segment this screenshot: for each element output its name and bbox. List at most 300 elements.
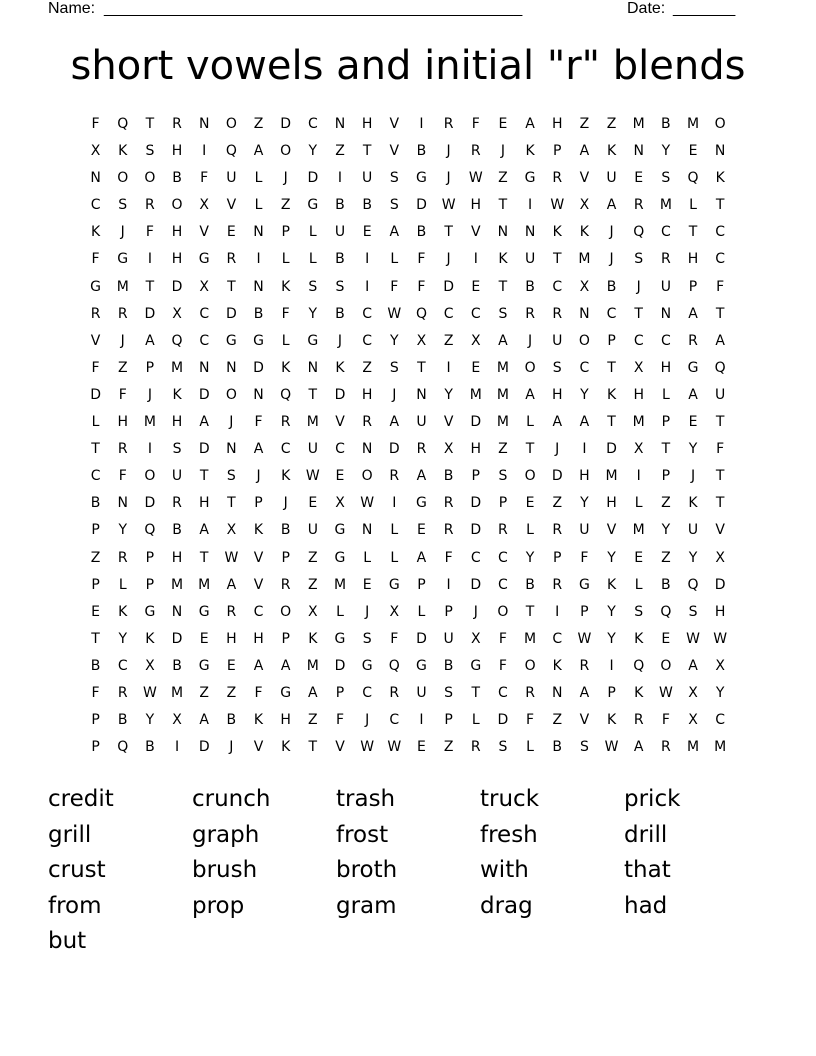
word-list-item: drill: [624, 821, 668, 848]
grid-letter: A: [715, 332, 725, 349]
grid-letter: X: [633, 359, 644, 376]
grid-letter: I: [147, 441, 152, 458]
grid-row: [82, 358, 734, 385]
grid-letter: M: [632, 522, 645, 539]
grid-letter: X: [172, 305, 182, 322]
grid-letter: G: [198, 251, 210, 268]
grid-letter: S: [498, 305, 508, 322]
grid-letter: C: [579, 359, 590, 376]
grid-letter: X: [199, 197, 209, 214]
grid-letter: O: [578, 332, 590, 349]
grid-letter: R: [145, 197, 155, 214]
grid-letter: L: [254, 170, 263, 187]
grid-letter: S: [634, 251, 644, 268]
grid-letter: K: [118, 143, 128, 160]
grid-letter: E: [471, 359, 481, 376]
grid-letter: T: [688, 224, 698, 241]
grid-letter: N: [117, 495, 128, 512]
grid-letter: P: [498, 495, 508, 512]
grid-letter: E: [498, 116, 508, 132]
grid-letter: C: [498, 549, 508, 566]
grid-letter: A: [688, 386, 698, 403]
grid-letter: P: [145, 549, 155, 566]
grid-letter: J: [690, 468, 696, 485]
grid-letter: S: [661, 170, 671, 187]
grid-letter: R: [226, 603, 237, 620]
grid-letter: R: [443, 522, 454, 539]
date-field-line: _______: [673, 0, 736, 17]
grid-letter: G: [470, 657, 482, 674]
grid-letter: B: [606, 278, 617, 295]
grid-letter: D: [280, 116, 292, 132]
grid-letter: Y: [525, 549, 535, 566]
grid-letter: T: [634, 305, 643, 322]
grid-letter: Y: [118, 522, 128, 539]
grid-letter: T: [199, 549, 209, 566]
grid-letter: J: [500, 143, 505, 160]
grid-letter: M: [143, 414, 156, 431]
grid-letter: V: [443, 414, 454, 431]
grid-letter: X: [688, 684, 698, 701]
grid-letter: Z: [308, 576, 318, 593]
grid-letter: I: [392, 495, 397, 512]
grid-letter: N: [198, 359, 210, 376]
grid-letter: H: [579, 468, 590, 485]
word-list-item: from: [48, 892, 102, 919]
grid-letter: B: [416, 143, 427, 160]
grid-letter: K: [498, 251, 508, 268]
grid-letter: R: [117, 549, 128, 566]
grid-letter: T: [362, 143, 372, 160]
grid-letter: P: [661, 414, 671, 431]
grid-letter: S: [389, 359, 399, 376]
grid-letter: Q: [687, 170, 699, 187]
grid-letter: R: [416, 441, 427, 458]
grid-letter: M: [496, 414, 509, 431]
grid-letter: K: [145, 630, 155, 647]
grid-letter: G: [334, 630, 346, 647]
header: [48, 0, 748, 20]
grid-letter: J: [283, 495, 288, 512]
grid-letter: W: [360, 495, 375, 512]
grid-letter: R: [633, 712, 644, 729]
grid-letter: C: [552, 278, 563, 295]
grid-letter: H: [660, 359, 672, 376]
grid-letter: A: [525, 116, 535, 132]
grid-letter: Q: [171, 332, 183, 349]
grid-letter: B: [416, 224, 427, 241]
grid-letter: W: [224, 549, 239, 566]
grid-letter: J: [392, 386, 397, 403]
grid-row: [82, 277, 734, 304]
grid-letter: Y: [715, 684, 725, 701]
grid-letter: F: [390, 278, 399, 295]
grid-letter: H: [714, 603, 726, 620]
grid-letter: W: [577, 630, 592, 647]
grid-letter: K: [525, 143, 535, 160]
grid-letter: M: [632, 414, 645, 431]
grid-letter: S: [145, 143, 155, 160]
grid-letter: K: [552, 657, 562, 674]
grid-letter: T: [498, 197, 508, 214]
grid-letter: I: [446, 359, 451, 376]
grid-letter: N: [171, 603, 183, 620]
grid-letter: D: [253, 359, 264, 376]
grid-letter: T: [471, 684, 481, 701]
grid-letter: V: [253, 576, 264, 593]
grid-letter: A: [253, 657, 264, 674]
grid-letter: L: [526, 522, 534, 539]
name-label: Name:: [48, 0, 96, 17]
grid-letter: N: [361, 522, 373, 539]
grid-letter: D: [144, 495, 156, 512]
grid-row: [82, 520, 734, 547]
grid-letter: T: [91, 441, 100, 458]
grid-letter: B: [90, 495, 101, 512]
grid-letter: K: [606, 143, 617, 160]
grid-letter: A: [525, 386, 535, 403]
grid-letter: U: [715, 386, 726, 403]
word-list-item: gram: [336, 892, 397, 919]
grid-letter: S: [444, 684, 454, 701]
grid-letter: Q: [117, 739, 129, 756]
grid-letter: F: [254, 684, 263, 701]
grid-letter: F: [417, 278, 426, 295]
grid-letter: U: [443, 630, 454, 647]
grid-letter: T: [715, 197, 725, 214]
grid-letter: V: [226, 197, 237, 214]
grid-letter: U: [307, 522, 318, 539]
grid-letter: O: [144, 468, 156, 485]
grid-letter: F: [716, 441, 725, 458]
grid-letter: K: [253, 522, 264, 539]
grid-letter: D: [470, 576, 482, 593]
grid-letter: X: [226, 522, 237, 539]
grid-letter: Z: [443, 332, 454, 349]
grid-letter: S: [335, 278, 345, 295]
grid-letter: C: [362, 305, 373, 322]
grid-letter: O: [524, 359, 536, 376]
grid-letter: P: [281, 549, 290, 566]
grid-letter: H: [171, 549, 183, 566]
grid-letter: S: [362, 630, 372, 647]
grid-letter: K: [253, 712, 264, 729]
grid-letter: R: [470, 739, 481, 756]
grid-letter: W: [441, 197, 456, 214]
grid-letter: O: [280, 603, 292, 620]
grid-letter: V: [389, 116, 400, 132]
grid-letter: R: [498, 522, 508, 539]
grid-letter: N: [524, 224, 536, 241]
grid-letter: A: [280, 657, 291, 674]
grid-letter: T: [715, 495, 725, 512]
page-title: short vowels and initial "r" blends: [70, 43, 746, 89]
grid-letter: F: [580, 549, 589, 566]
grid-letter: D: [171, 278, 183, 295]
grid-letter: O: [225, 116, 237, 132]
grid-letter: A: [416, 468, 427, 485]
grid-letter: S: [118, 197, 128, 214]
grid-letter: T: [227, 495, 236, 512]
grid-letter: Y: [308, 305, 318, 322]
grid-letter: K: [281, 739, 291, 756]
grid-letter: K: [634, 684, 644, 701]
grid-letter: L: [308, 251, 317, 268]
grid-letter: Z: [498, 170, 508, 187]
grid-letter: K: [606, 576, 617, 593]
grid-letter: O: [171, 197, 183, 214]
grid-letter: L: [634, 576, 643, 593]
word-list-item: prick: [624, 786, 681, 812]
grid-letter: X: [715, 657, 725, 674]
grid-letter: R: [660, 739, 671, 756]
grid-letter: L: [661, 386, 670, 403]
grid-letter: N: [334, 116, 346, 132]
grid-letter: U: [606, 170, 617, 187]
word-list-item: grill: [48, 821, 92, 848]
grid-letter: D: [470, 495, 482, 512]
grid-letter: T: [661, 441, 671, 458]
grid-letter: G: [198, 657, 210, 674]
grid-letter: R: [443, 116, 454, 132]
grid-letter: E: [362, 224, 372, 241]
grid-letter: T: [715, 468, 725, 485]
grid-letter: L: [417, 603, 426, 620]
grid-letter: B: [443, 657, 454, 674]
word-list-item: broth: [336, 857, 398, 883]
grid-letter: T: [308, 739, 318, 756]
grid-letter: N: [90, 170, 101, 187]
grid-letter: F: [471, 116, 480, 132]
grid-letter: H: [470, 197, 482, 214]
grid-letter: J: [446, 170, 451, 187]
grid-letter: G: [307, 197, 319, 214]
grid-letter: Z: [362, 359, 372, 376]
grid-letter: M: [333, 576, 347, 593]
grid-letter: P: [91, 739, 100, 756]
grid-letter: C: [715, 224, 726, 241]
name-field-line: _______________________________________________: [104, 0, 523, 17]
grid-letter: K: [172, 386, 182, 403]
grid-letter: T: [715, 414, 725, 431]
grid-letter: W: [713, 630, 728, 647]
grid-letter: X: [145, 657, 155, 674]
grid-letter: N: [198, 116, 210, 132]
grid-letter: I: [337, 170, 343, 187]
grid-letter: Y: [607, 630, 616, 647]
grid-letter: R: [633, 197, 644, 214]
grid-letter: M: [659, 197, 672, 214]
grid-letter: O: [117, 170, 129, 187]
grid-letter: J: [283, 170, 288, 187]
grid-letter: N: [579, 305, 590, 322]
grid-letter: V: [715, 522, 725, 539]
grid-letter: X: [335, 495, 345, 512]
grid-letter: H: [117, 414, 128, 431]
grid-row: [82, 195, 734, 222]
grid-letter: S: [389, 197, 399, 214]
grid-letter: G: [416, 657, 427, 674]
grid-letter: E: [362, 576, 372, 593]
grid-letter: K: [688, 495, 698, 512]
grid-letter: F: [281, 305, 290, 322]
grid-letter: N: [226, 359, 237, 376]
grid-letter: T: [417, 359, 426, 376]
word-list-item: fresh: [480, 821, 538, 848]
grid-letter: K: [308, 630, 318, 647]
grid-letter: L: [91, 414, 100, 431]
grid-letter: F: [335, 712, 345, 729]
grid-letter: M: [496, 359, 509, 376]
grid-letter: J: [229, 414, 234, 431]
grid-letter: A: [253, 143, 264, 160]
grid-letter: J: [555, 441, 560, 458]
grid-letter: P: [335, 684, 345, 701]
grid-letter: Z: [552, 495, 563, 512]
grid-letter: G: [198, 603, 210, 620]
grid-letter: I: [365, 251, 370, 268]
grid-letter: J: [365, 603, 370, 620]
grid-letter: P: [254, 495, 263, 512]
grid-letter: H: [226, 630, 237, 647]
grid-letter: J: [256, 468, 261, 485]
grid-letter: N: [226, 441, 237, 458]
grid-letter: I: [365, 278, 370, 295]
date-label: Date:: [627, 0, 666, 17]
grid-letter: T: [199, 468, 209, 485]
grid-letter: L: [526, 739, 534, 756]
grid-letter: T: [145, 278, 155, 295]
grid-letter: G: [361, 657, 373, 674]
grid-letter: G: [334, 522, 346, 539]
grid-letter: G: [334, 549, 346, 566]
grid-letter: A: [199, 522, 209, 539]
grid-letter: K: [606, 712, 617, 729]
grid-letter: H: [633, 386, 644, 403]
grid-letter: F: [200, 170, 209, 187]
grid-letter: K: [335, 359, 345, 376]
grid-letter: X: [470, 630, 481, 647]
grid-letter: U: [334, 224, 346, 241]
grid-letter: C: [660, 332, 671, 349]
grid-letter: C: [470, 549, 481, 566]
grid-letter: B: [525, 278, 535, 295]
grid-letter: L: [281, 332, 290, 349]
grid-letter: E: [226, 657, 236, 674]
grid-letter: G: [687, 359, 699, 376]
grid-letter: D: [388, 441, 400, 458]
grid-letter: X: [579, 278, 590, 295]
grid-letter: M: [686, 739, 700, 756]
grid-letter: R: [525, 684, 535, 701]
grid-letter: O: [280, 143, 292, 160]
grid-letter: Y: [688, 441, 698, 458]
grid-row: [82, 548, 734, 575]
grid-letter: T: [525, 603, 535, 620]
grid-letter: B: [335, 305, 345, 322]
grid-letter: V: [389, 143, 400, 160]
word-list-item: prop: [192, 892, 245, 919]
grid-letter: A: [416, 549, 427, 566]
grid-letter: R: [579, 657, 590, 674]
grid-letter: K: [634, 630, 644, 647]
grid-letter: K: [281, 278, 291, 295]
grid-letter: N: [416, 386, 427, 403]
grid-letter: R: [226, 251, 237, 268]
grid-letter: W: [142, 684, 157, 701]
grid-letter: H: [198, 495, 210, 512]
grid-letter: C: [389, 712, 400, 729]
grid-letter: Z: [579, 116, 590, 132]
grid-letter: G: [307, 332, 319, 349]
grid-letter: O: [361, 468, 373, 485]
grid-letter: D: [144, 305, 156, 322]
grid-letter: U: [416, 684, 427, 701]
word-list-item: credit: [48, 786, 114, 812]
grid-letter: W: [387, 739, 402, 756]
grid-letter: P: [444, 603, 453, 620]
grid-letter: C: [606, 305, 617, 322]
grid-letter: I: [419, 712, 424, 729]
grid-letter: J: [528, 332, 533, 349]
grid-letter: X: [308, 603, 318, 620]
grid-letter: Z: [661, 549, 671, 566]
grid-row: [82, 629, 734, 656]
grid-letter: Q: [144, 522, 156, 539]
grid-letter: N: [660, 305, 672, 322]
grid-letter: U: [524, 251, 536, 268]
grid-letter: B: [172, 657, 182, 674]
grid-letter: P: [91, 576, 100, 593]
grid-letter: F: [716, 278, 725, 295]
word-list-item: crunch: [192, 786, 271, 812]
grid-letter: W: [360, 739, 375, 756]
grid-letter: F: [526, 712, 535, 729]
grid-letter: R: [362, 414, 372, 431]
word-list-item: crust: [48, 857, 106, 883]
grid-row: [82, 493, 734, 520]
grid-letter: I: [202, 143, 207, 160]
grid-letter: H: [361, 386, 373, 403]
grid-letter: C: [307, 116, 318, 132]
grid-letter: F: [444, 549, 453, 566]
grid-letter: P: [607, 684, 616, 701]
grid-letter: A: [145, 332, 155, 349]
grid-letter: W: [387, 305, 402, 322]
grid-letter: Y: [390, 332, 399, 349]
grid-letter: K: [606, 386, 617, 403]
grid-letter: Q: [714, 359, 726, 376]
grid-letter: N: [253, 386, 264, 403]
grid-letter: D: [443, 278, 454, 295]
grid-letter: T: [552, 251, 562, 268]
grid-letter: D: [90, 386, 101, 403]
grid-row: [82, 141, 734, 168]
grid-letter: D: [416, 197, 427, 214]
grid-letter: F: [390, 630, 399, 647]
grid-letter: S: [579, 739, 589, 756]
grid-letter: C: [715, 251, 726, 268]
grid-letter: Z: [226, 684, 237, 701]
grid-letter: G: [90, 278, 101, 295]
grid-letter: H: [551, 116, 563, 132]
grid-letter: B: [253, 305, 264, 322]
grid-letter: J: [446, 251, 451, 268]
grid-letter: D: [307, 170, 319, 187]
grid-letter: I: [555, 603, 560, 620]
grid-letter: U: [226, 170, 237, 187]
grid-letter: V: [606, 522, 617, 539]
